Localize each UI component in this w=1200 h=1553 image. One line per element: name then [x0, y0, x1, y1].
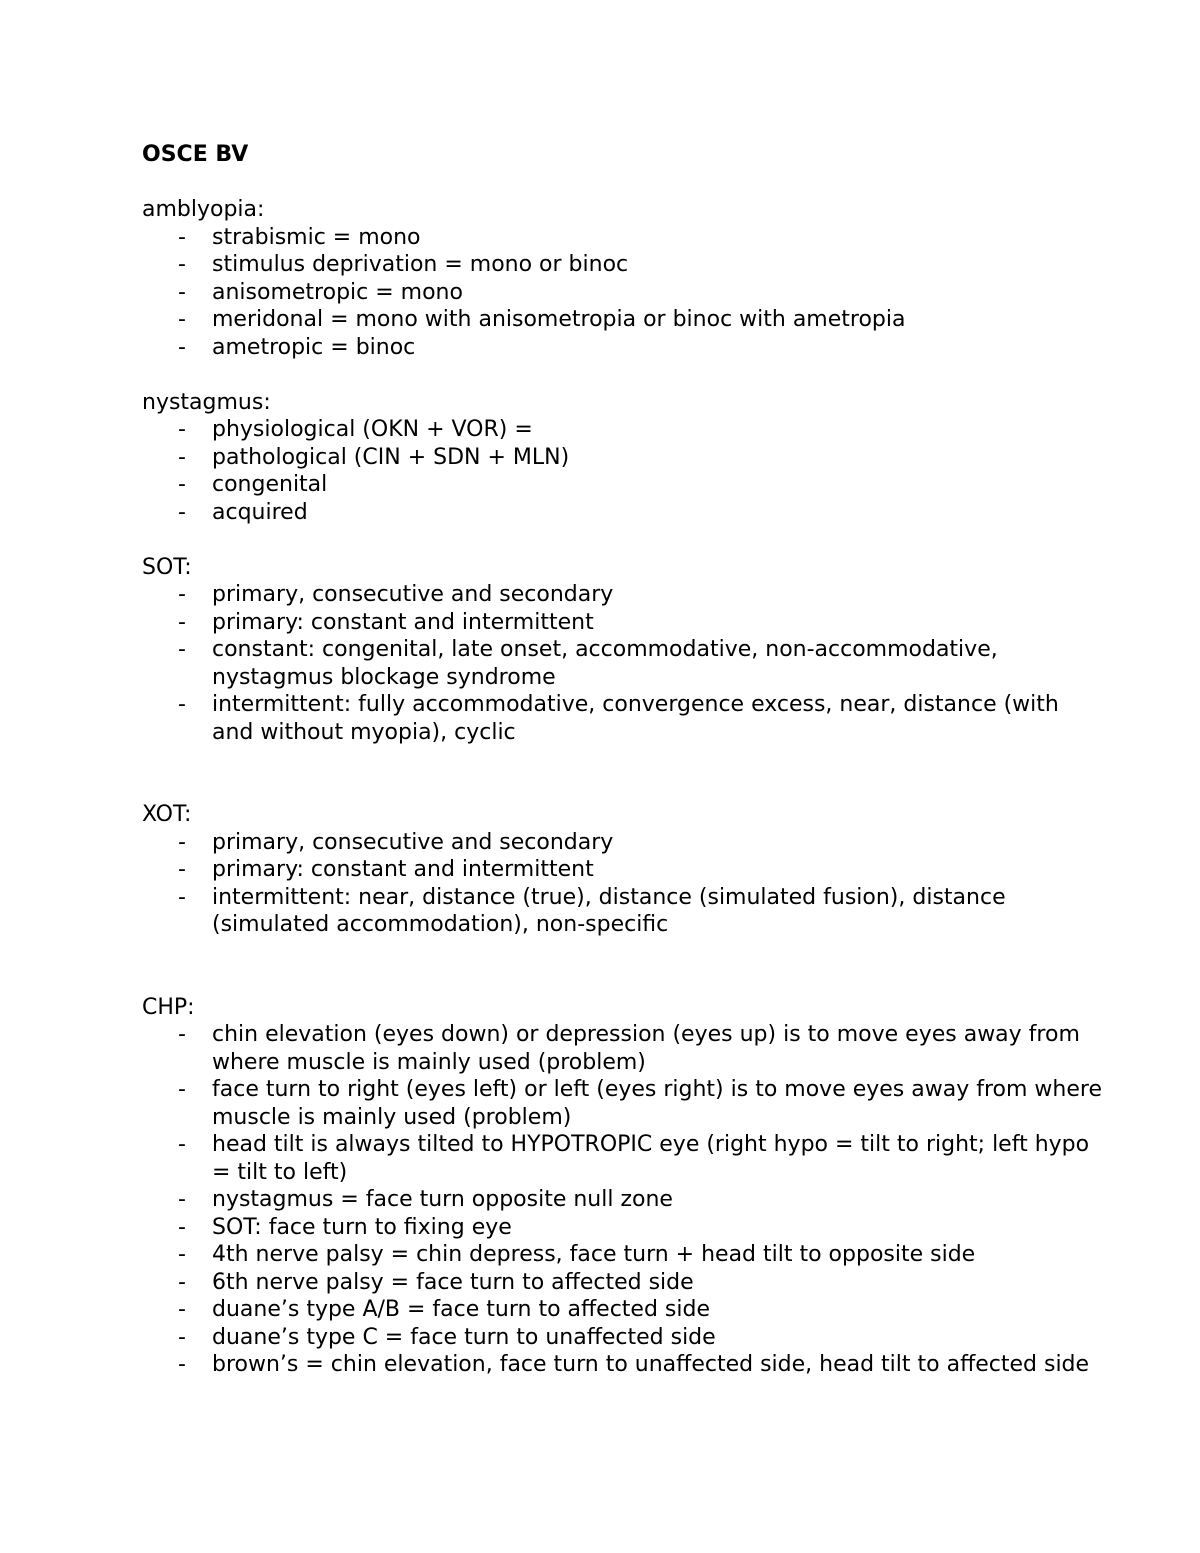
bullet-dash: -: [178, 334, 186, 360]
list-item-text: face turn to right (eyes left) or left (eyes right) is to move eyes away from where muscle is mainly used (problem): [212, 1077, 1102, 1130]
spacer: [142, 746, 1102, 801]
bullet-dash: -: [178, 1324, 186, 1350]
section-nystagmus: [142, 389, 1102, 527]
list-item: [142, 471, 1102, 499]
list-item-text: meridonal = mono with anisometropia or binoc with ametropia: [212, 307, 906, 332]
bullet-list: [142, 1021, 1102, 1379]
list-item: [142, 829, 1102, 857]
list-item-text: duane’s type A/B = face turn to affected side: [212, 1297, 710, 1322]
list-item: [142, 581, 1102, 609]
list-item: [142, 416, 1102, 444]
list-item-text: duane’s type C = face turn to unaffected side: [212, 1324, 716, 1350]
section-heading: nystagmus:: [142, 389, 271, 415]
bullet-dash: -: [178, 417, 186, 442]
bullet-dash: -: [178, 1022, 186, 1047]
list-item: [142, 1214, 1102, 1242]
bullet-dash: -: [178, 857, 186, 882]
list-item-text: physiological (OKN + VOR) =: [212, 417, 533, 442]
bullet-dash: -: [178, 1187, 186, 1212]
list-item: [142, 1076, 1102, 1131]
list-item: [142, 856, 1102, 884]
bullet-dash: -: [178, 499, 186, 525]
bullet-dash: -: [178, 1132, 186, 1157]
list-item-text: anisometropic = mono: [212, 279, 463, 305]
document-title: OSCE BV: [142, 142, 249, 167]
bullet-dash: -: [178, 1077, 186, 1102]
list-item-text: congenital: [212, 472, 328, 497]
list-item-text: nystagmus = face turn opposite null zone: [212, 1187, 673, 1212]
list-item: [142, 1324, 1102, 1352]
list-item-text: ametropic = binoc: [212, 334, 416, 360]
list-item: [142, 691, 1102, 746]
bullet-dash: -: [178, 307, 186, 332]
list-item: [142, 1351, 1102, 1379]
section-heading: XOT:: [142, 802, 192, 827]
list-item: [142, 1241, 1102, 1269]
list-item-text: primary: constant and intermittent: [212, 609, 594, 635]
bullet-list: [142, 224, 1102, 362]
bullet-dash: -: [178, 1352, 186, 1377]
spacer: [142, 939, 1102, 994]
section-heading: amblyopia:: [142, 197, 265, 222]
bullet-list: [142, 581, 1102, 746]
bullet-list: [142, 829, 1102, 939]
list-item-text: pathological (CIN + SDN + MLN): [212, 444, 570, 470]
list-item-text: strabismic = mono: [212, 224, 421, 250]
list-item-text: intermittent: near, distance (true), distance (simulated fusion), distance (simulated accommodation), non-specific: [212, 884, 1006, 937]
section-heading: CHP:: [142, 994, 195, 1020]
list-item: [142, 306, 1102, 334]
bullet-dash: -: [178, 1297, 186, 1322]
list-item-text: brown’s = chin elevation, face turn to unaffected side, head tilt to affected side: [212, 1352, 1090, 1377]
list-item: [142, 609, 1102, 637]
list-item: [142, 334, 1102, 362]
bullet-dash: -: [178, 637, 186, 662]
bullet-dash: -: [178, 279, 186, 305]
list-item: [142, 499, 1102, 527]
list-item-text: acquired: [212, 499, 308, 525]
spacer: [142, 526, 1102, 554]
list-item-text: primary: constant and intermittent: [212, 857, 594, 882]
list-item: [142, 1021, 1102, 1076]
list-item: [142, 1186, 1102, 1214]
section-sot: [142, 554, 1102, 747]
section-heading: SOT:: [142, 554, 192, 580]
bullet-dash: -: [178, 1214, 186, 1240]
bullet-dash: -: [178, 582, 186, 607]
section-xot: [142, 801, 1102, 939]
list-item: [142, 279, 1102, 307]
bullet-dash: -: [178, 224, 186, 250]
list-item: [142, 1296, 1102, 1324]
bullet-dash: -: [178, 1269, 186, 1295]
bullet-dash: -: [178, 884, 186, 910]
bullet-dash: -: [178, 444, 186, 470]
list-item-text: 6th nerve palsy = face turn to affected side: [212, 1269, 694, 1295]
list-item-text: SOT: face turn to fixing eye: [212, 1214, 512, 1240]
list-item-text: primary, consecutive and secondary: [212, 829, 614, 855]
list-item-text: chin elevation (eyes down) or depression (eyes up) is to move eyes away from where muscle is mainly used (problem): [212, 1022, 1080, 1075]
bullet-dash: -: [178, 609, 186, 635]
list-item: [142, 884, 1102, 939]
list-item: [142, 1269, 1102, 1297]
list-item: [142, 224, 1102, 252]
list-item: [142, 251, 1102, 279]
spacer: [142, 361, 1102, 389]
list-item: [142, 636, 1102, 691]
document-page: [142, 141, 1102, 1379]
section-chp: [142, 994, 1102, 1379]
list-item-text: constant: congenital, late onset, accommodative, non-accommodative, nystagmus blockage syndrome: [212, 637, 998, 690]
list-item: [142, 1131, 1102, 1186]
bullet-dash: -: [178, 829, 186, 855]
bullet-list: [142, 416, 1102, 526]
list-item-text: stimulus deprivation = mono or binoc: [212, 252, 629, 277]
section-amblyopia: [142, 196, 1102, 361]
list-item-text: intermittent: fully accommodative, convergence excess, near, distance (with and without myopia), cyclic: [212, 692, 1059, 745]
bullet-dash: -: [178, 1242, 186, 1267]
list-item-text: head tilt is always tilted to HYPOTROPIC eye (right hypo = tilt to right; left hypo = tilt to left): [212, 1132, 1090, 1185]
list-item-text: 4th nerve palsy = chin depress, face turn + head tilt to opposite side: [212, 1242, 976, 1267]
bullet-dash: -: [178, 252, 186, 277]
list-item-text: primary, consecutive and secondary: [212, 582, 614, 607]
bullet-dash: -: [178, 472, 186, 497]
bullet-dash: -: [178, 692, 186, 717]
list-item: [142, 444, 1102, 472]
